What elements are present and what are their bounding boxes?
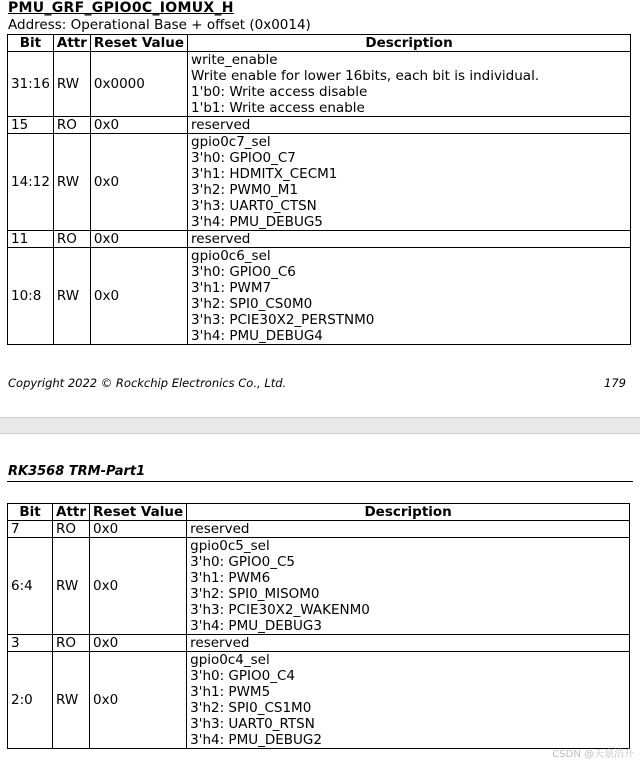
field-description-line: 3'h3: PCIE30X2_PERSTNM0: [191, 312, 375, 328]
reset-value-cell: 0x0000: [90, 52, 187, 117]
description-cell: [188, 248, 631, 345]
header-bit: Bit: [8, 35, 54, 52]
reset-value-cell: 0x0: [90, 635, 187, 652]
field-description-line: 3'h1: PWM6: [190, 570, 271, 586]
attr-cell: RW: [53, 134, 90, 231]
attr-cell: RO: [53, 635, 90, 652]
footer-copyright: Copyright 2022 © Rockchip Electronics Co., Ltd.: [8, 376, 287, 390]
table-header-row: [8, 35, 631, 52]
field-description-line: 3'h3: UART0_CTSN: [191, 198, 317, 214]
field-description-line: 3'h1: HDMITX_CECM1: [191, 166, 338, 182]
field-description-line: Write enable for lower 16bits, each bit is individual.: [191, 68, 540, 84]
watermark: CSDN @天泉浩升: [552, 749, 634, 760]
field-name: reserved: [191, 117, 251, 133]
field-description-line: 1'b0: Write access disable: [191, 84, 368, 100]
field-description-line: 3'h0: GPIO0_C7: [191, 150, 296, 166]
table-row: [8, 231, 631, 248]
reset-value-cell: 0x0: [90, 538, 187, 635]
register-address: Address: Operational Base + offset (0x0014): [8, 17, 311, 33]
header-attr: Attr: [53, 504, 90, 521]
description-cell: [187, 635, 630, 652]
header-attr: Attr: [53, 35, 90, 52]
field-description-line: 3'h4: PMU_DEBUG5: [191, 214, 323, 230]
description-cell: [187, 538, 630, 635]
field-description-line: 3'h0: GPIO0_C6: [191, 264, 296, 280]
register-title: PMU_GRF_GPIO0C_IOMUX_H: [8, 0, 234, 16]
reset-value-cell: 0x0: [90, 652, 187, 749]
field-name: reserved: [190, 521, 250, 537]
field-description-line: 3'h3: PCIE30X2_WAKENM0: [190, 602, 370, 618]
description-cell: [188, 52, 631, 117]
field-name: gpio0c6_sel: [191, 248, 271, 264]
document-page-180: [0, 434, 640, 763]
description-cell: [188, 134, 631, 231]
table-row: [8, 635, 630, 652]
table-row: [8, 521, 630, 538]
description-cell: [188, 231, 631, 248]
description-cell: [187, 521, 630, 538]
attr-cell: RO: [53, 117, 90, 134]
table-row: [8, 538, 630, 635]
header-description: Description: [188, 35, 631, 52]
bit-cell: 7: [8, 521, 53, 538]
field-description-line: 3'h0: GPIO0_C4: [190, 668, 295, 684]
reset-value-cell: 0x0: [90, 117, 187, 134]
field-description-line: 3'h1: PWM7: [191, 280, 272, 296]
footer-page-number: 179: [604, 376, 626, 390]
attr-cell: RW: [53, 538, 90, 635]
bit-cell: 31:16: [8, 52, 54, 117]
register-bit-table-continued: [7, 503, 630, 749]
field-name: write_enable: [191, 52, 278, 68]
page-header-title: RK3568 TRM-Part1: [8, 464, 146, 479]
table-row: [8, 52, 631, 117]
table-row: [8, 652, 630, 749]
description-cell: [187, 652, 630, 749]
description-cell: [188, 117, 631, 134]
field-name: reserved: [190, 635, 250, 651]
reset-value-cell: 0x0: [90, 248, 187, 345]
header-bit: Bit: [8, 504, 53, 521]
bit-cell: 11: [8, 231, 54, 248]
field-description-line: 3'h1: PWM5: [190, 684, 271, 700]
field-description-line: 3'h4: PMU_DEBUG3: [190, 618, 322, 634]
table-row: [8, 134, 631, 231]
field-description-line: 3'h2: SPI0_MISOM0: [190, 586, 320, 602]
field-name: gpio0c5_sel: [190, 538, 270, 554]
field-name: gpio0c7_sel: [191, 134, 271, 150]
attr-cell: RO: [53, 521, 90, 538]
field-description-line: 3'h4: PMU_DEBUG2: [190, 732, 322, 748]
field-name: reserved: [191, 231, 251, 247]
page-break: [0, 417, 640, 434]
field-description-line: 3'h2: SPI0_CS1M0: [190, 700, 312, 716]
header-divider: [7, 481, 633, 482]
field-description-line: 3'h0: GPIO0_C5: [190, 554, 295, 570]
field-description-line: 1'b1: Write access enable: [191, 100, 365, 116]
bit-cell: 3: [8, 635, 53, 652]
table-row: [8, 117, 631, 134]
reset-value-cell: 0x0: [90, 521, 187, 538]
bit-cell: 2:0: [8, 652, 53, 749]
attr-cell: RW: [53, 52, 90, 117]
header-reset-value: Reset Value: [90, 504, 187, 521]
table-header-row: [8, 504, 630, 521]
header-reset-value: Reset Value: [90, 35, 187, 52]
bit-cell: 15: [8, 117, 54, 134]
field-description-line: 3'h2: PWM0_M1: [191, 182, 299, 198]
field-description-line: 3'h3: UART0_RTSN: [190, 716, 315, 732]
field-description-line: 3'h2: SPI0_CS0M0: [191, 296, 313, 312]
table-row: [8, 248, 631, 345]
bit-cell: 14:12: [8, 134, 54, 231]
attr-cell: RW: [53, 248, 90, 345]
attr-cell: RW: [53, 652, 90, 749]
reset-value-cell: 0x0: [90, 231, 187, 248]
reset-value-cell: 0x0: [90, 134, 187, 231]
header-description: Description: [187, 504, 630, 521]
attr-cell: RO: [53, 231, 90, 248]
field-name: gpio0c4_sel: [190, 652, 270, 668]
bit-cell: 10:8: [8, 248, 54, 345]
bit-cell: 6:4: [8, 538, 53, 635]
register-bit-table: [7, 34, 631, 345]
field-description-line: 3'h4: PMU_DEBUG4: [191, 328, 323, 344]
